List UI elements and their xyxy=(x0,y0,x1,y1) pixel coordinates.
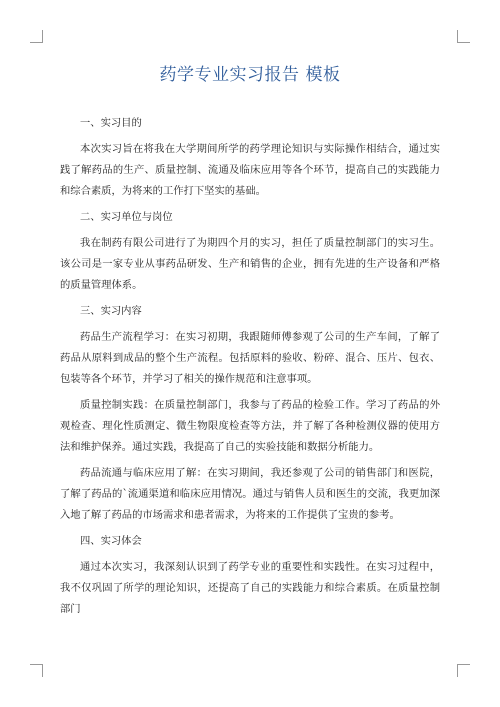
section-heading-content: 三、实习内容 xyxy=(80,305,142,317)
document-title: 药学专业实习报告 模板 xyxy=(159,65,341,85)
paragraph: 通过本次实习，我深刻认识到了药学专业的重要性和实践性。在实习过程中，我不仅巩固了所学的理论知识，还提高了自己的实践能力和综合素质。在质量控制部门 xyxy=(60,561,440,615)
paragraph: 药品流通与临床应用了解：在实习期间，我还参观了公司的销售部门和医院，了解了药品的`流通渠道和临床应用情况。通过与销售人员和医生的交流，我更加深入地了解了药品的市场需求和患者需求，为将来的工作提供了宝贵的参考。 xyxy=(60,467,440,521)
crop-mark-top-left xyxy=(30,30,43,43)
paragraph: 药品生产流程学习：在实习初期，我跟随师傅参观了公司的生产车间，了解了药品从原料到成品的整个生产流程。包括原料的验收、粉碎、混合、压片、包衣、包装等各个环节，并学习了相关的操作规范和注意事项。 xyxy=(60,331,440,385)
paragraph: 质量控制实践：在质量控制部门，我参与了药品的检验工作。学习了药品的外观检查、理化性质测定、微生物限度检查等方法，并了解了各种检测仪器的使用方法和维护保养。通过实践，我提高了自己的实验技能和数据分析能力。 xyxy=(60,399,440,453)
crop-mark-bottom-left xyxy=(30,664,43,677)
paragraph: 我在制药有限公司进行了为期四个月的实习，担任了质量控制部门的实习生。该公司是一家专业从事药品研发、生产和销售的企业，拥有先进的生产设备和严格的质量管理体系。 xyxy=(60,237,440,291)
section-heading-unit: 二、实习单位与岗位 xyxy=(80,211,173,223)
section-heading-reflection: 四、实习体会 xyxy=(80,535,142,547)
crop-mark-top-right xyxy=(457,30,470,43)
paragraph: 本次实习旨在将我在大学期间所学的药学理论知识与实际操作相结合，通过实践了解药品的生产、质量控制、流通及临床应用等各个环节，提高自己的实践能力和综合素质，为将来的工作打下坚实的基础。 xyxy=(60,143,440,197)
crop-mark-bottom-right xyxy=(457,664,470,677)
section-heading-purpose: 一、实习目的 xyxy=(80,117,142,129)
document-body xyxy=(60,113,440,625)
